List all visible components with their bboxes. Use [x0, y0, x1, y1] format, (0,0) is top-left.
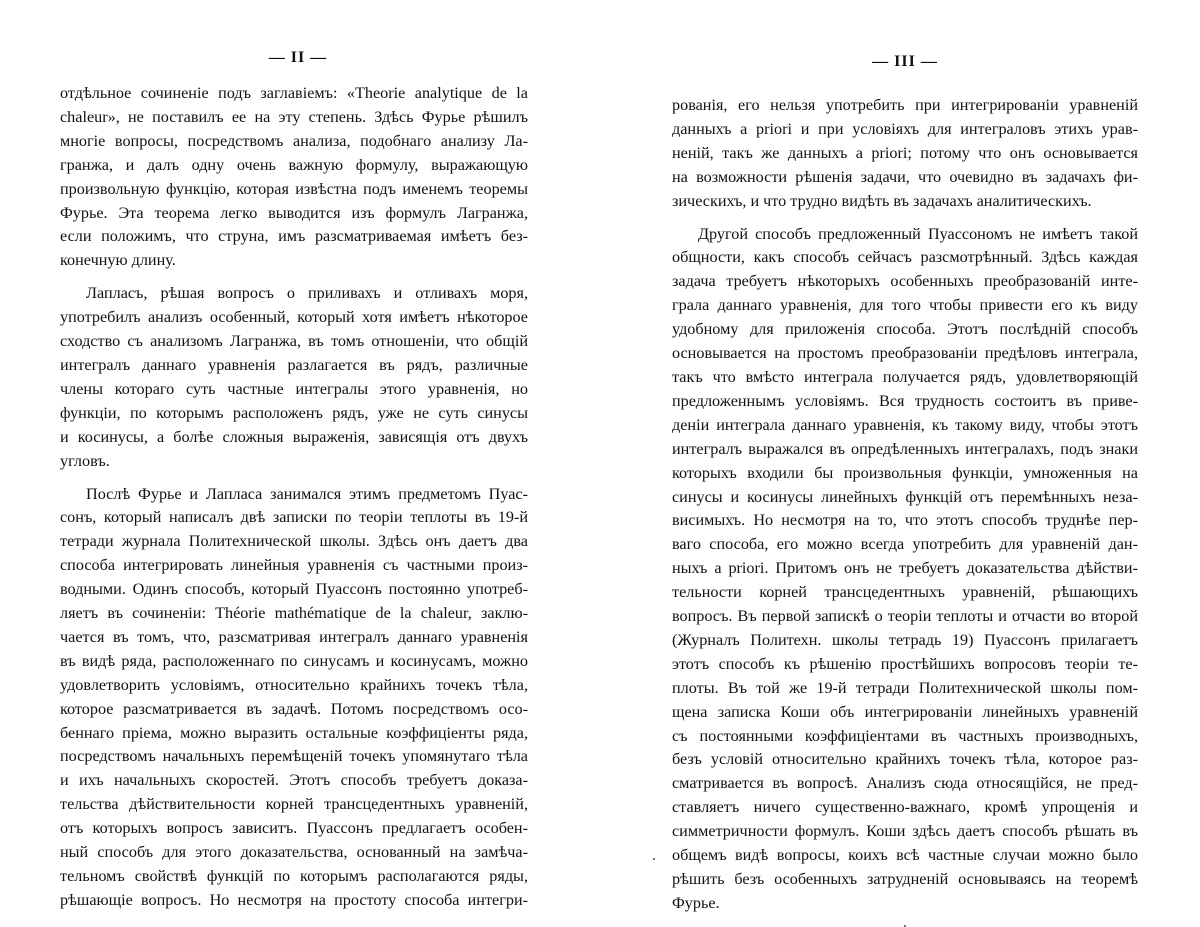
text-line: висимыхъ. Но несмотря на то, что этотъ способъ труднѣе пер- [672, 511, 1138, 530]
text-line: плоты. Въ той же 19-й тетради Политехнической школы пом- [672, 678, 1138, 697]
text-line: Послѣ Фурье и Лапласа занимался этимъ предметомъ Пуас- [86, 484, 528, 503]
scan-speck [653, 858, 655, 860]
text-line: данныхъ a priori и при условіяхъ для интеграловъ этихъ урав- [672, 119, 1138, 138]
text-line: сматривается въ вопросѣ. Анализъ сюда относящійся, не пред- [672, 774, 1138, 793]
text-line: ный способъ для этого доказательства, основанный на замѣча- [60, 843, 528, 862]
text-line: зическихъ, и что трудно видѣть въ задачахъ аналитическихъ. [672, 191, 1092, 210]
text-line: рованія, его нельзя употребить при интегрированіи уравненій [672, 96, 1138, 114]
text-line: употребилъ анализъ особенный, который хотя имѣетъ нѣкоторое [60, 308, 528, 327]
text-line: общности, какъ способъ сейчасъ разсмотрѣнный. Здѣсь каждая [672, 248, 1138, 267]
text-line: удовлетворить условіямъ, относительно крайнихъ точекъ тѣла, [60, 675, 528, 694]
text-line: основывается на простомъ преобразованіи предѣловъ интеграла, [672, 344, 1138, 363]
paragraph [60, 82, 528, 273]
text-line: посредствомъ начальныхъ перемѣщеній точекъ упомянутаго тѣла [60, 747, 528, 766]
text-line: и косинусы, а болѣе сложныя выраженія, зависящія отъ двухъ [60, 427, 528, 446]
text-line: съ постоянными коэффиціентами въ частныхъ производныхъ, [672, 726, 1138, 745]
text-line: интегралъ выражался въ опредѣленныхъ интегралахъ, подъ знаки [672, 439, 1138, 458]
text-line: функціи, по которымъ расположенъ рядъ, уже не суть синусы [60, 403, 528, 422]
text-line: неній, такъ же данныхъ a priori; потому что онъ основывается [672, 143, 1138, 162]
text-line: симметричности формулъ. Коши здѣсь даетъ способъ рѣшать въ [672, 822, 1138, 841]
text-line: конечную длину. [60, 251, 176, 270]
text-line: задача требуетъ нѣкоторыхъ особенныхъ преобразованій инте- [672, 272, 1138, 291]
left-page-body [60, 82, 528, 913]
text-line: на возможности рѣшенія задачи, что очевидно въ задачахъ фи- [672, 167, 1138, 186]
text-line: грала даннаго уравненія, для того чтобы привести его къ виду [672, 296, 1138, 315]
text-line: гранжа, и далъ одну очень важную формулу, выражающую [60, 155, 528, 174]
left-page [60, 0, 528, 913]
text-line: ставляетъ ничего существенно-важнаго, кромѣ упрощенія и [672, 798, 1138, 817]
text-line: Фурье. [672, 893, 720, 912]
text-line: чается въ томъ, что, разсматривая интегралъ даннаго уравненія [60, 627, 528, 646]
text-line: ваго способа, его можно всегда употребить для уравненій дан- [672, 535, 1138, 554]
text-line: члены котораго суть частные интегралы этого уравненія, но [60, 379, 528, 398]
text-line: водными. Одинъ способъ, который Пуассонъ постоянно употреб- [60, 580, 528, 599]
text-line: многіе вопросы, посредствомъ анализа, подобнаго анализу Ла- [60, 131, 528, 150]
text-line: щена записка Коши объ интегрированіи линейныхъ уравненій [672, 702, 1138, 721]
text-line: отъ которыхъ вопросъ зависитъ. Пуассонъ предлагаетъ особен- [60, 819, 528, 838]
paragraph [672, 94, 1138, 214]
text-line: рѣшить безъ особенныхъ затрудненій основываясь на теоремѣ [672, 870, 1138, 888]
text-line: (Журналъ Политехн. школы тетрадь 19) Пуассонъ прилагаетъ [672, 630, 1138, 649]
text-line: безъ условій относительно крайнихъ точекъ тѣла, которое раз- [672, 750, 1138, 769]
text-line: синусы и косинусы линейныхъ функцій отъ перемѣнныхъ неза- [672, 487, 1138, 506]
text-line: интегралъ даннаго уравненія разлагается въ рядъ, различные [60, 355, 528, 374]
text-line: chaleur», не поставилъ ее на эту степень. Здѣсь Фурье рѣшилъ [60, 107, 528, 126]
text-line: сонъ, который написалъ двѣ записки по теоріи теплоты въ 19-й [60, 508, 528, 527]
page-number-left: — II — [268, 49, 328, 66]
text-line: этотъ способъ къ рѣшенію простѣйшихъ вопросовъ теоріи те- [672, 654, 1138, 673]
text-line: ныхъ a priori. Притомъ онъ не требуетъ доказательства дѣйстви- [672, 559, 1138, 578]
text-line: беннаго пріема, можно выразить остальные коэффиціенты ряда, [60, 723, 528, 742]
text-line: угловъ. [60, 451, 110, 470]
text-line: Фурье. Эта теорема легко выводится изъ формулъ Лагранжа, [60, 203, 528, 222]
text-line: общемъ видѣ вопросы, коихъ всѣ частные случаи можно было [672, 846, 1138, 865]
text-line: сходство съ анализомъ Лагранжа, въ томъ отношеніи, что общій [60, 332, 528, 351]
paragraph [60, 483, 528, 913]
text-line: Другой способъ предложенный Пуассономъ не имѣетъ такой [698, 224, 1138, 243]
paragraph [60, 282, 528, 473]
text-line: и ихъ начальныхъ скоростей. Этотъ способъ требуетъ доказа- [60, 771, 528, 790]
text-line: тетради журнала Политехнической школы. Здѣсь онъ даетъ два [60, 532, 528, 551]
text-line: предложеннымъ условіямъ. Вся трудность состоитъ въ приве- [672, 391, 1138, 410]
text-line: тельности корней трансцедентныхъ уравненій, рѣшающихъ [672, 583, 1138, 602]
text-line: если положимъ, что струна, имъ разсматриваемая имѣетъ без- [60, 227, 528, 246]
text-line: Лапласъ, рѣшая вопросъ о приливахъ и отливахъ моря, [86, 284, 528, 303]
text-line: тельномъ свойствѣ функцій по которымъ располагаются ряды, [60, 867, 528, 885]
text-line: ляетъ въ сочиненіи: Théorie mathématique de la chaleur, заклю- [60, 604, 528, 623]
text-line: деніи интеграла даннаго уравненія, къ такому виду, чтобы этотъ [672, 415, 1138, 434]
right-page-body [672, 94, 1138, 916]
text-line: вопросъ. Въ первой запискѣ о теоріи теплоты и отчасти во второй [672, 607, 1138, 626]
text-line: рѣшающіе вопросъ. Но несмотря на простоту способа интегри- [60, 890, 528, 909]
text-line: которое разсматривается въ задачѣ. Потомъ посредствомъ осо- [60, 699, 528, 718]
text-line: такъ что вмѣсто интеграла получается рядъ, удовлетворяющій [672, 367, 1138, 386]
text-line: способа интегрировать линейныя уравненія съ частными произ- [60, 556, 528, 575]
paragraph [672, 223, 1138, 916]
text-line: тельства дѣйствительности корней трансцедентныхъ уравненій, [60, 795, 528, 814]
text-line: произвольную функцію, которая извѣстна подъ именемъ теоремы [60, 179, 528, 198]
text-line: удобному для приложенія способа. Этотъ послѣдній способъ [672, 320, 1138, 339]
text-line: которыхъ входили бы произвольныя функціи, умноженныя на [672, 463, 1138, 482]
text-line: отдѣльное сочиненіе подъ заглавіемъ: «Theorie analytique de la [60, 84, 528, 102]
right-page [672, 0, 1138, 916]
page-number-right: — III — [872, 53, 938, 70]
text-line: въ видѣ ряда, расположеннаго по синусамъ и косинусамъ, можно [60, 651, 528, 670]
